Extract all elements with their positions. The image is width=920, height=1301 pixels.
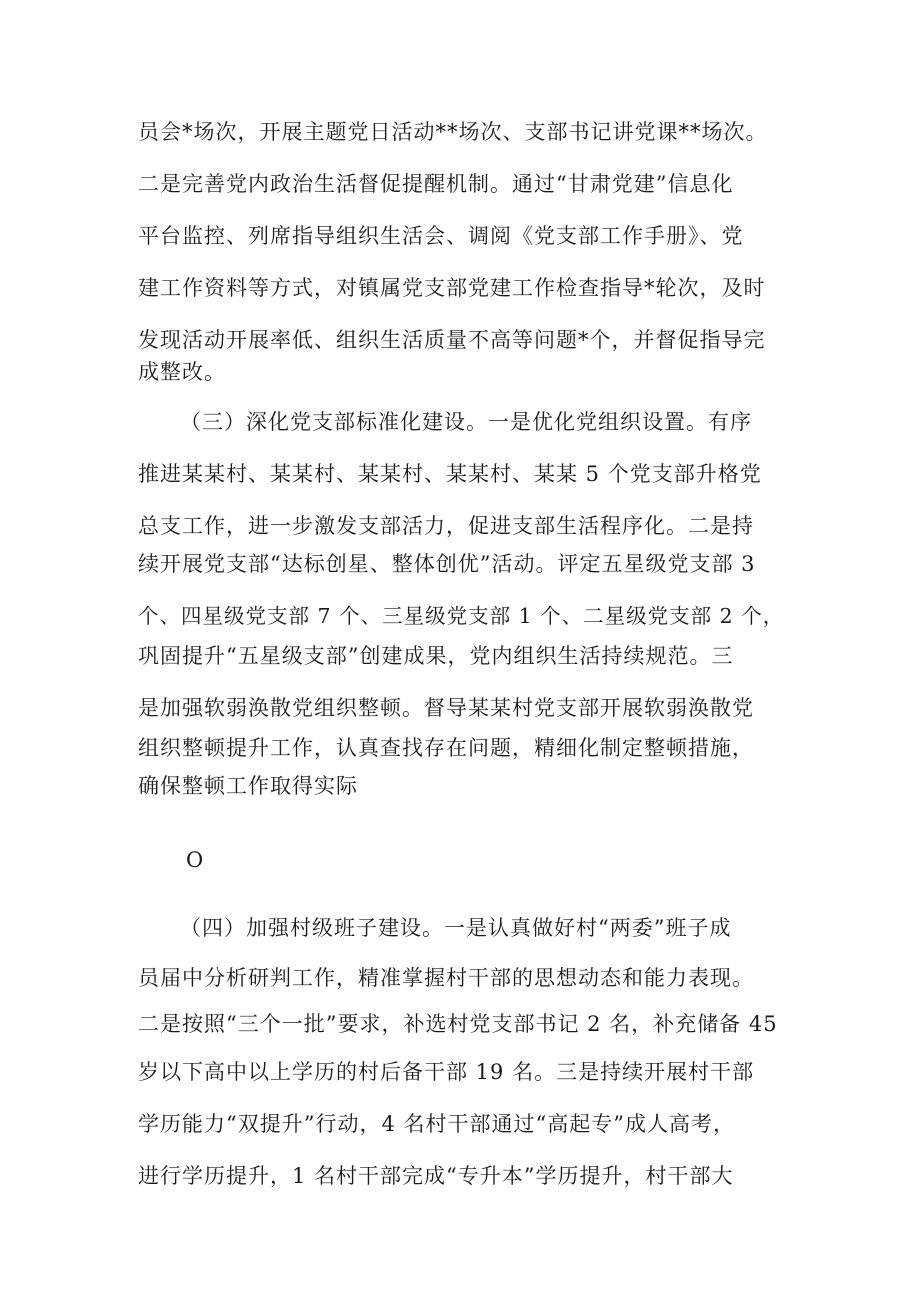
text-line: 续开展党支部“达标创星、整体创优”活动。评定五星级党支部 3 (138, 552, 756, 576)
text-line: 成整改。 (138, 360, 226, 384)
text-line: 建工作资料等方式，对镇属党支部党建工作检查指导*轮次，及时 (138, 276, 766, 300)
text-line: 二是按照“三个一批”要求，补选村党支部书记 2 名，补充储备 45 (138, 1012, 778, 1036)
stray-mark: O (186, 848, 205, 872)
text-line: 确保整顿工作取得实际 (138, 774, 358, 798)
text-line: 发现活动开展率低、组织生活质量不高等问题*个，并督促指导完 (138, 328, 766, 352)
section-three-heading-line: （三）深化党支部标准化建设。一是优化党组织设置。有序 (180, 410, 752, 434)
text-line: 岁以下高中以上学历的村后备干部 19 名。三是持续开展村干部 (138, 1060, 755, 1084)
text-line: 是加强软弱涣散党组织整顿。督导某某村党支部开展软弱涣散党 (138, 696, 754, 720)
text-line: 总支工作，进一步激发支部活力，促进支部生活程序化。二是持 (138, 514, 754, 538)
text-line: 二是完善党内政治生活督促提醒机制。通过“甘肃党建”信息化 (138, 172, 734, 196)
text-line: 推进某某村、某某村、某某村、某某村、某某 5 个党支部升格党 (138, 462, 762, 486)
text-line: 个、四星级党支部 7 个、三星级党支部 1 个、二星级党支部 2 个， (138, 604, 785, 628)
text-line: 员届中分析研判工作，精准掌握村干部的思想动态和能力表现。 (138, 966, 754, 990)
text-line: 组织整顿提升工作，认真查找存在问题，精细化制定整顿措施， (138, 736, 754, 760)
text-line: 员会*场次，开展主题党日活动**场次、支部书记讲党课**场次。 (138, 120, 768, 144)
section-four-heading-line: （四）加强村级班子建设。一是认真做好村“两委”班子成 (180, 916, 732, 940)
text-line: 巩固提升“五星级支部”创建成果，党内组织生活持续规范。三 (138, 644, 734, 668)
text-line: 学历能力“双提升”行动，4 名村干部通过“高起专”成人高考， (138, 1112, 735, 1136)
text-line: 进行学历提升，1 名村干部完成“专升本”学历提升，村干部大 (138, 1164, 734, 1188)
text-line: 平台监控、列席指导组织生活会、调阅《党支部工作手册》、党 (138, 224, 744, 248)
